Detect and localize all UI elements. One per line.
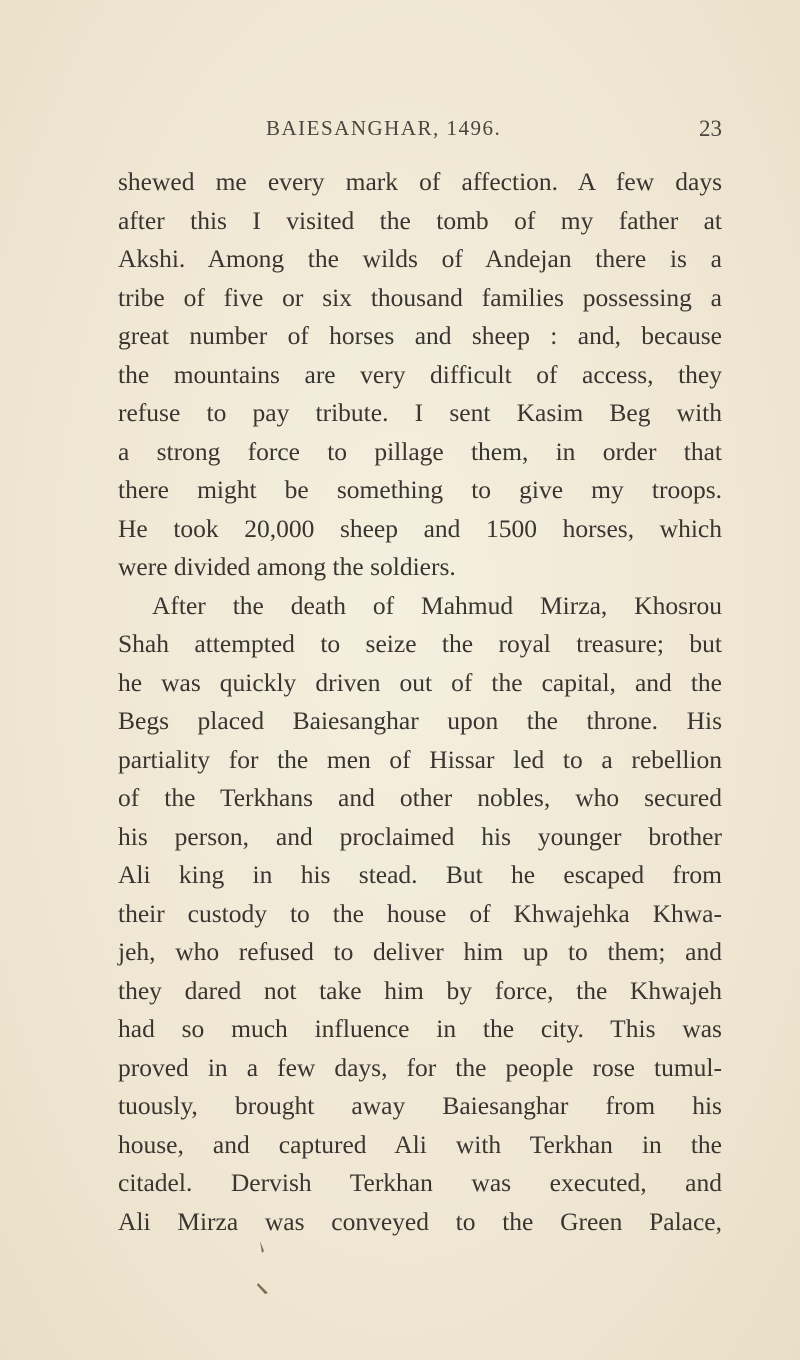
- text-line: had so much influence in the city. This was: [118, 1014, 722, 1043]
- running-title: BAIESANGHAR, 1496.: [266, 116, 502, 140]
- text-line: his person, and proclaimed his younger brother: [118, 821, 722, 851]
- ink-speck-mark: [250, 1235, 290, 1305]
- text-line: He took 20,000 sheep and 1500 horses, which: [118, 513, 722, 543]
- text-line: great number of horses and sheep : and, because: [118, 321, 722, 350]
- text-line: their custody to the house of Khwajehka Khwa-: [118, 898, 722, 928]
- text-line: Ali king in his stead. But he escaped from: [118, 860, 722, 889]
- text-line: after this I visited the tomb of my father at: [118, 205, 722, 235]
- text-line: jeh, who refused to deliver him up to them; and: [118, 937, 722, 966]
- running-head: [118, 116, 722, 146]
- text-line: Shah attempted to seize the royal treasure; but: [118, 629, 722, 658]
- text-line: citadel. Dervish Terkhan was executed, and: [118, 1168, 722, 1197]
- text-line: the mountains are very difficult of access, they: [118, 359, 722, 389]
- text-line: Ali Mirza was conveyed to the Green Palace,: [118, 1206, 722, 1236]
- text-line: refuse to pay tribute. I sent Kasim Beg with: [118, 398, 722, 427]
- text-line: proved in a few days, for the people rose tumul-: [118, 1052, 722, 1082]
- text-line: there might be something to give my troops.: [118, 475, 722, 504]
- text-line: a strong force to pillage them, in order that: [118, 436, 722, 466]
- paragraph-start-line: After the death of Mahmud Mirza, Khosrou: [152, 590, 722, 620]
- text-line: tribe of five or six thousand families possessing a: [118, 282, 722, 312]
- page-number: 23: [699, 116, 722, 141]
- text-line: Akshi. Among the wilds of Andejan there is a: [118, 244, 722, 273]
- text-line: tuously, brought away Baiesanghar from his: [118, 1091, 722, 1120]
- text-line: he was quickly driven out of the capital, and the: [118, 667, 722, 697]
- text-line: of the Terkhans and other nobles, who secured: [118, 783, 722, 812]
- ink-speck-upper: [260, 1241, 264, 1253]
- text-line: shewed me every mark of affection. A few days: [118, 167, 722, 196]
- text-line: they dared not take him by force, the Khwajeh: [118, 975, 722, 1005]
- ink-speck-lower: [257, 1283, 268, 1294]
- body-text: [118, 163, 722, 1241]
- text-line: Begs placed Baiesanghar upon the throne. His: [118, 706, 722, 735]
- paragraph-end-line: were divided among the soldiers.: [118, 552, 456, 581]
- text-line: house, and captured Ali with Terkhan in the: [118, 1129, 722, 1159]
- text-line: partiality for the men of Hissar led to a rebellion: [118, 744, 722, 774]
